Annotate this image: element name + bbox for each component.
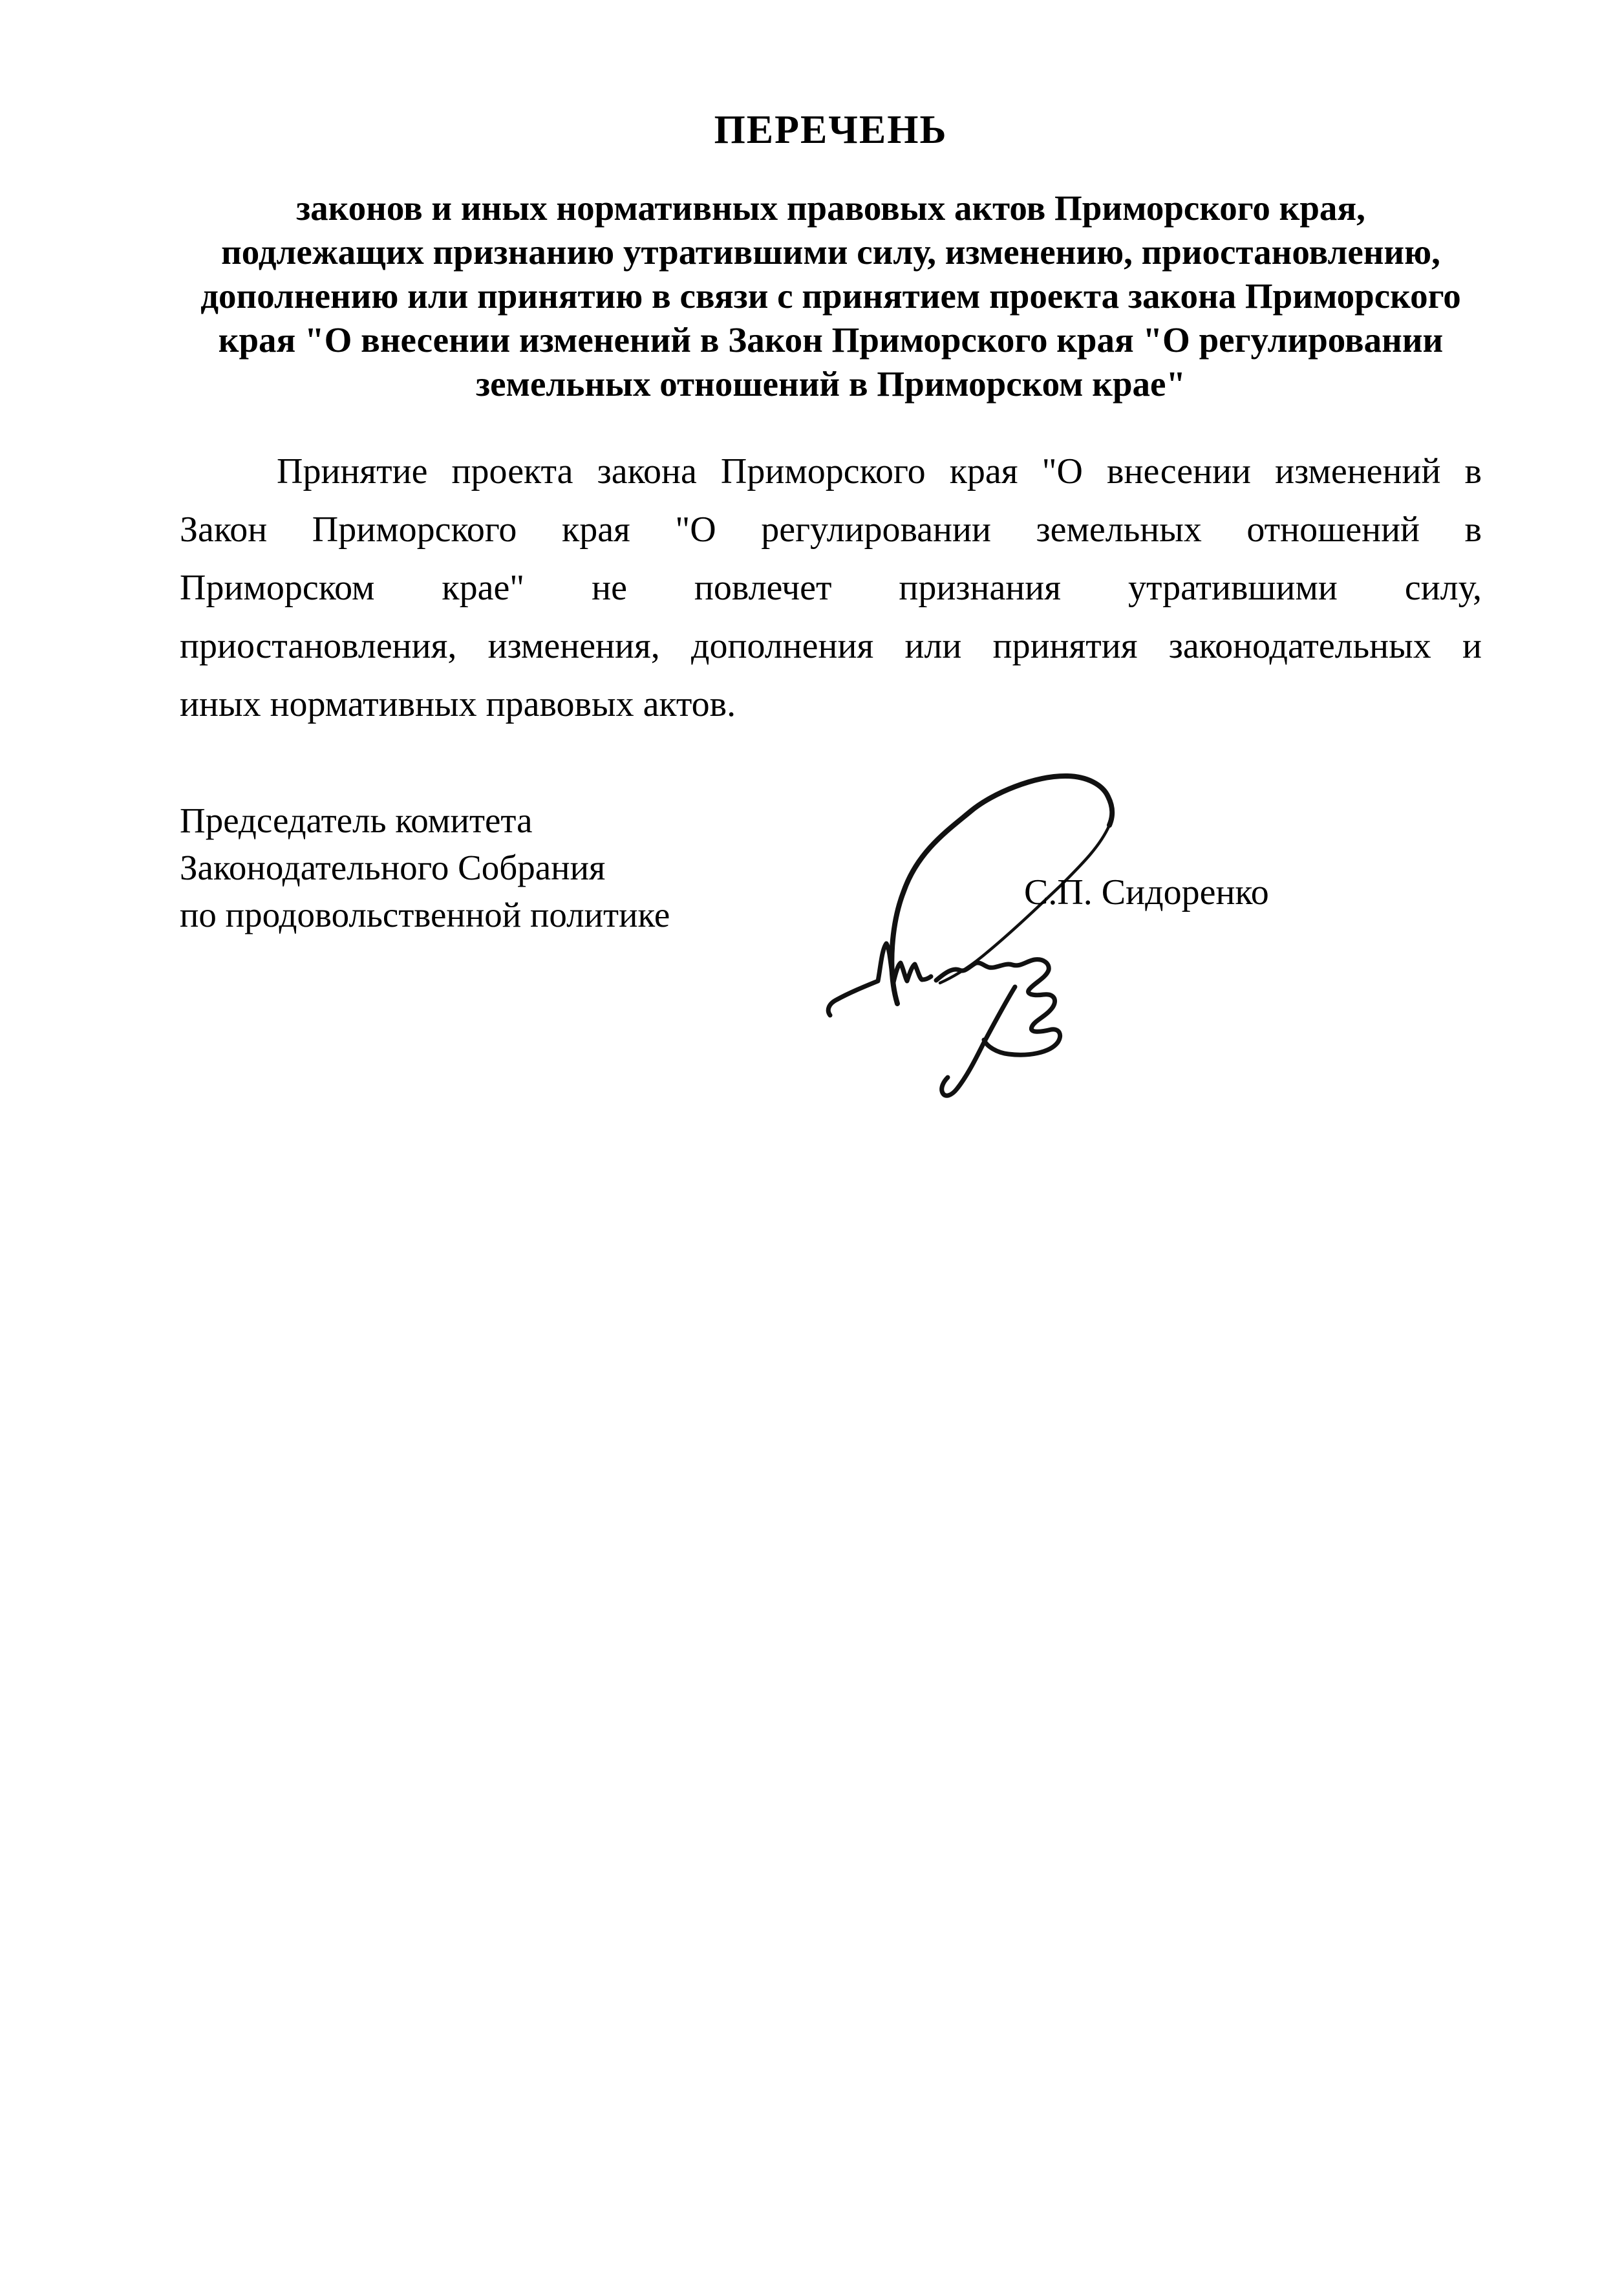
subtitle-line: земельных отношений в Приморском крае": [476, 364, 1186, 404]
subtitle-line: дополнению или принятию в связи с принятием проекта закона Приморского: [200, 276, 1461, 316]
subtitle-line: края "О внесении изменений в Закон Приморского края "О регулировании: [218, 320, 1444, 360]
body-line: приостановления, изменения, дополнения или принятия законодательных и: [180, 626, 1482, 666]
body-line: Приморском крае" не повлечет признания утратившими силу,: [180, 568, 1482, 608]
body-paragraph: [180, 442, 1482, 733]
body-line: Закон Приморского края "О регулировании земельных отношений в: [180, 510, 1482, 550]
body-line: Принятие проекта закона Приморского края "О внесении изменений в: [277, 451, 1482, 491]
body-line: иных нормативных правовых актов.: [180, 684, 736, 724]
signatory-position-line: Законодательного Собрания: [180, 848, 606, 887]
signatory-name: С.П. Сидоренко: [1024, 872, 1269, 912]
signatory-position-line: Председатель комитета: [180, 801, 533, 840]
document-subtitle: [180, 186, 1482, 406]
signatory-position: [180, 797, 670, 938]
subtitle-line: подлежащих признанию утратившими силу, изменению, приостановлению,: [221, 232, 1440, 272]
subtitle-line: законов и иных нормативных правовых актов Приморского края,: [296, 188, 1365, 228]
document-title: ПЕРЕЧЕНЬ: [714, 108, 948, 152]
signatory-position-line: по продовольственной политике: [180, 895, 670, 934]
handwritten-signature-icon: [821, 762, 1118, 1105]
